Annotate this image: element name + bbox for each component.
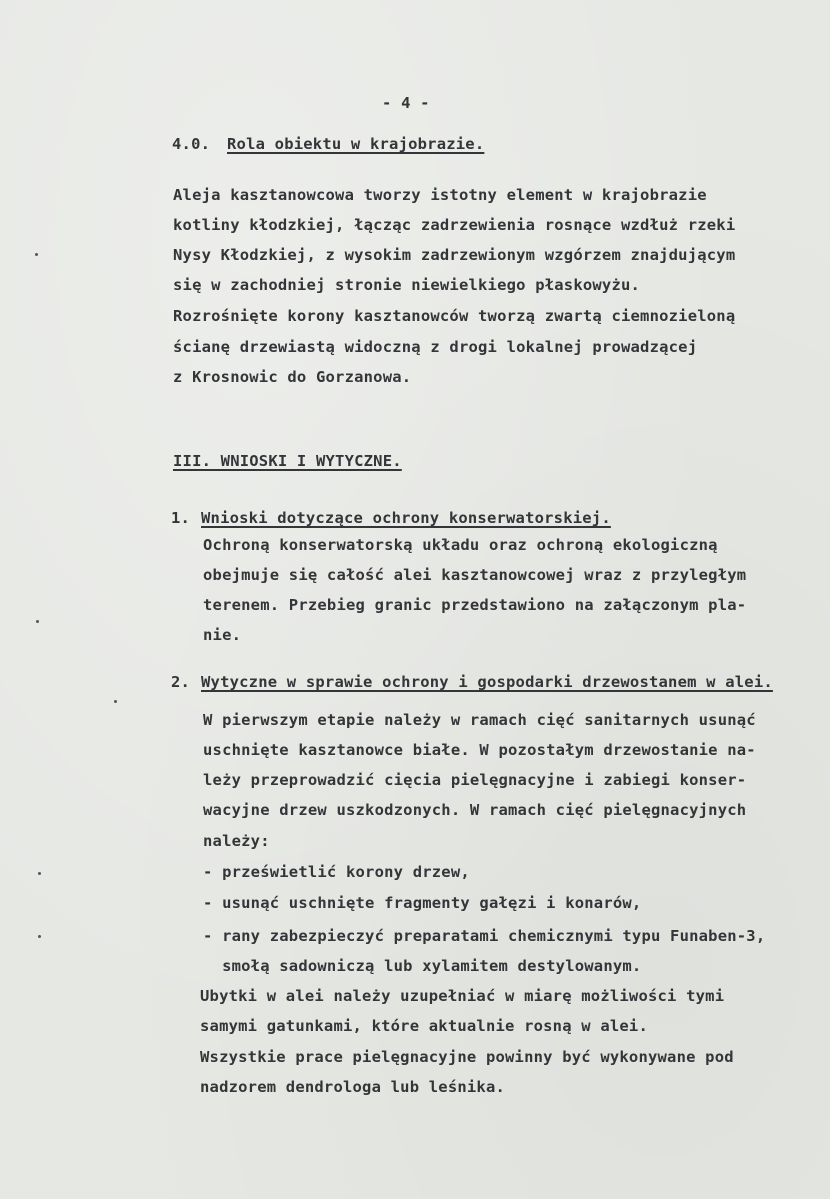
paragraph-line: kotliny kłodzkiej, łącząc zadrzewienia rosnące wzdłuż rzeki — [173, 216, 736, 234]
paragraph-line: uschnięte kasztanowce białe. W pozostałym drzewostanie na- — [203, 741, 756, 759]
paragraph-line: ścianę drzewiastą widoczną z drogi lokalnej prowadzącej — [173, 338, 698, 356]
paragraph-line: leży przeprowadzić cięcia pielęgnacyjne i zabiegi konser- — [203, 771, 747, 789]
list-item-continuation: smołą sadowniczą lub xylamitem destylowanym. — [203, 957, 642, 975]
list-item: - prześwietlić korony drzew, — [203, 863, 470, 881]
paragraph-line: Aleja kasztanowcowa tworzy istotny element w krajobrazie — [173, 186, 707, 204]
paragraph-line: obejmuje się całość alei kasztanowcowej wraz z przyległym — [203, 566, 747, 584]
paragraph-line: W pierwszym etapie należy w ramach cięć sanitarnych usunąć — [203, 711, 756, 729]
item-title: Wytyczne w sprawie ochrony i gospodarki drzewostanem w alei. — [201, 673, 773, 691]
item-number: 2. — [171, 673, 191, 691]
punch-mark — [35, 253, 38, 256]
paragraph-line: Rozrośnięte korony kasztanowców tworzą zwartą ciemnozieloną — [173, 307, 736, 325]
paragraph-line: Ochroną konserwatorską układu oraz ochroną ekologiczną — [203, 536, 718, 554]
list-item: - usunąć uschnięte fragmenty gałęzi i konarów, — [203, 894, 642, 912]
paragraph-line: należy: — [203, 832, 270, 850]
paragraph-line: wacyjne drzew uszkodzonych. W ramach cięć pielęgnacyjnych — [203, 801, 747, 819]
paragraph-line: terenem. Przebieg granic przedstawiono na załączonym pla- — [203, 596, 747, 614]
paragraph-line: samymi gatunkami, które aktualnie rosną w alei. — [200, 1017, 648, 1035]
paragraph-line: nie. — [203, 626, 242, 644]
paragraph-line: Ubytki w alei należy uzupełniać w miarę możliwości tymi — [200, 987, 725, 1005]
punch-mark — [36, 620, 39, 623]
punch-mark — [38, 872, 41, 875]
section-title: Rola obiektu w krajobrazie. — [227, 135, 485, 153]
paragraph-line: nadzorem dendrologa lub leśnika. — [200, 1078, 506, 1096]
item-number: 1. — [171, 509, 191, 527]
item-title: Wnioski dotyczące ochrony konserwatorskiej. — [201, 509, 611, 527]
punch-mark — [38, 935, 41, 938]
page-number: - 4 - — [382, 94, 430, 112]
paragraph-line: Nysy Kłodzkiej, z wysokim zadrzewionym wzgórzem znajdującym — [173, 246, 736, 264]
list-item: - rany zabezpieczyć preparatami chemicznymi typu Funaben-3, — [203, 927, 766, 945]
paragraph-line: z Krosnowic do Gorzanowa. — [173, 368, 412, 386]
chapter-title: III. WNIOSKI I WYTYCZNE. — [173, 452, 402, 470]
paragraph-line: Wszystkie prace pielęgnacyjne powinny być wykonywane pod — [200, 1048, 734, 1066]
paragraph-line: się w zachodniej stronie niewielkiego płaskowyżu. — [173, 276, 641, 294]
punch-mark — [114, 700, 117, 703]
section-number: 4.0. — [172, 135, 211, 153]
